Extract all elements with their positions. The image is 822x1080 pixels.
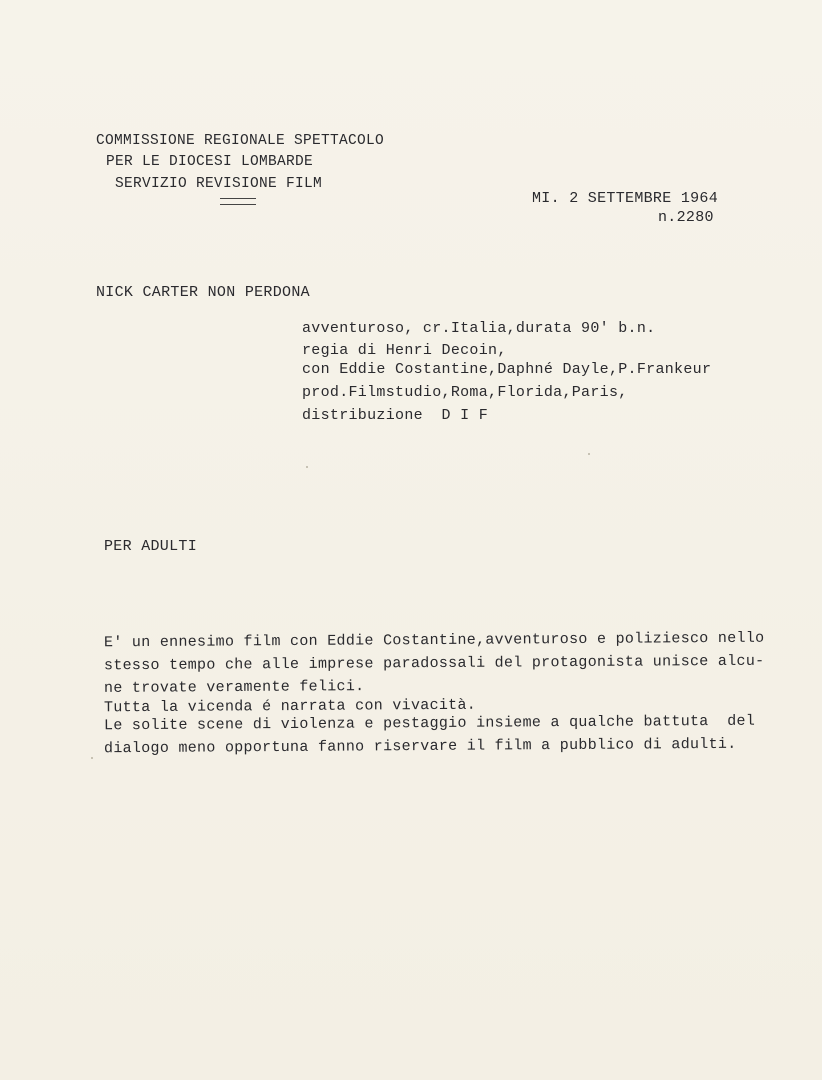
header-divider xyxy=(220,198,256,205)
film-detail-distribution: distribuzione D I F xyxy=(302,407,489,424)
review-line-3: ne trovate veramente felici. xyxy=(103,678,365,697)
film-title: NICK CARTER NON PERDONA xyxy=(96,284,310,301)
header-line-2: PER LE DIOCESI LOMBARDE xyxy=(106,154,314,170)
document-date: MI. 2 SETTEMBRE 1964 xyxy=(532,190,719,207)
document-number: n.2280 xyxy=(658,209,714,226)
review-line-4: Tutta la vicenda é narrata con vivacità. xyxy=(103,696,477,717)
header-line-1: COMMISSIONE REGIONALE SPETTACOLO xyxy=(96,133,385,149)
film-detail-cast: con Eddie Costantine,Daphné Dayle,P.Frankeur xyxy=(302,361,712,378)
review-line-1: E' un ennesimo film con Eddie Costantine,avventuroso e poliziesco nello xyxy=(103,629,765,652)
rating-label: PER ADULTI xyxy=(104,538,198,555)
film-detail-genre: avventuroso, cr.Italia,durata 90' b.n. xyxy=(302,320,656,337)
paper-speck xyxy=(91,757,93,759)
review-line-2: stesso tempo che alle imprese paradossali del protagonista unisce alcu- xyxy=(103,652,765,675)
film-detail-production: prod.Filmstudio,Roma,Florida,Paris, xyxy=(302,384,628,401)
film-detail-director: regia di Henri Decoin, xyxy=(302,342,507,359)
review-line-6: dialogo meno opportuna fanno riservare il film a pubblico di adulti. xyxy=(103,735,737,758)
paper-speck xyxy=(588,453,590,455)
review-line-5: Le solite scene di violenza e pestaggio insieme a qualche battuta del xyxy=(103,712,756,735)
paper-speck xyxy=(306,466,308,468)
header-line-3: SERVIZIO REVISIONE FILM xyxy=(115,176,323,192)
